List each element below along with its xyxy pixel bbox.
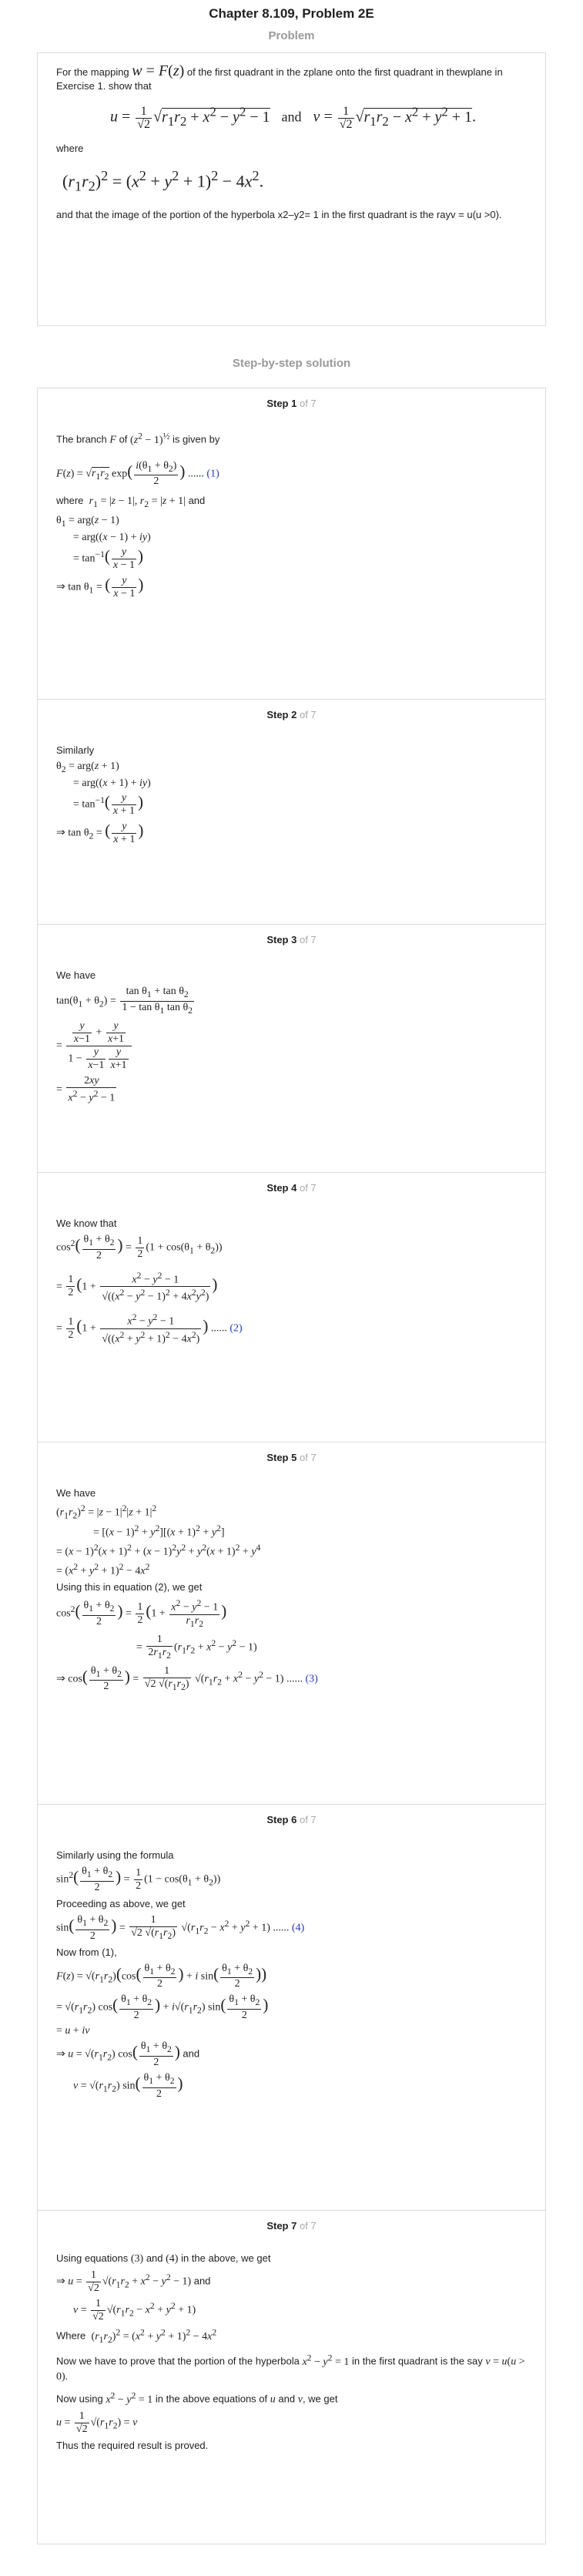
equation: u = $\frac{1}{√2}$ $√(r_1r_2) = v$ bbox=[56, 2410, 138, 2435]
step-title: Step 7 of 7 bbox=[266, 2220, 317, 2232]
equation: = $[(x - 1)^2 + y^2][(x + 1)^2 + y^2]$ bbox=[93, 1523, 225, 1540]
step-2 bbox=[38, 700, 545, 925]
step-title: Step 3 of 7 bbox=[266, 934, 317, 945]
equation: $\theta_2 = arg(z + 1)$ bbox=[56, 761, 119, 774]
equation: = $√(r_1r_2)$ cos( $\frac{\theta_1 + \theta_2}{2}$ ) + $i√(r_1r_2)$ sin( $\frac{\theta_1 + \theta_2}{2}$ ) bbox=[56, 1993, 269, 2022]
step-text: Similarly bbox=[56, 744, 95, 756]
step-text: We have bbox=[56, 969, 96, 981]
equation: = $\frac{1}{2r_1r_2}$ $(r_1r_2 + x^2 - y^2 - 1)$ bbox=[136, 1633, 257, 1661]
equation-ref: (1) bbox=[206, 468, 219, 480]
equation: = u + iv bbox=[56, 2025, 90, 2037]
problem-label: Problem bbox=[268, 29, 315, 42]
equation: ⇒ $u = √(r_1r_2)$ cos( $\frac{\theta_1 + \theta_2}{2}$ ) and bbox=[56, 2040, 200, 2068]
equation: = arg((x + 1) + iy) bbox=[73, 777, 151, 789]
equation: = $(x - 1)^2(x + 1)^2 + (x - 1)^2y^2 + y^2(x + 1)^2 + y^4$ bbox=[56, 1543, 261, 1558]
equation: = $\tan^{-1}$( $\frac{y}{x - 1}$ ) bbox=[73, 546, 144, 572]
equation: $F(z) = √(r_1r_2)(\cos$( $\frac{\theta_1 + \theta_2}{2}$ ) + i sin( $\frac{\theta_1 + \theta_2}{2}$ )) bbox=[56, 1962, 267, 1990]
step-text: Using equations (3) and (4) in the above, we get bbox=[56, 2252, 271, 2265]
step-text: Now we have to prove that the portion of the hyperbola $x^2 - y^2 = 1$ in the first quadrant is the say v = u(u > 0). bbox=[56, 2353, 525, 2383]
step-7 bbox=[38, 2211, 545, 2544]
step-text: Where $(r_1r_2)^2 = (x^2 + y^2 + 1)^2 - 4x^2$ bbox=[56, 2327, 217, 2345]
step-text: We know that bbox=[56, 1217, 117, 1229]
equation: $\cos^2$( $\frac{\theta_1 + \theta_2}{2}$ ) = $\frac{1}{2}$ (1 + $\frac{x^2 - y^2 - 1}{r_1r_2}$ ) bbox=[56, 1598, 227, 1629]
solution-label: Step-by-step solution bbox=[232, 357, 351, 370]
equation: = $\frac{y}{x-1}$ + $\frac{y}{x+1}$ 1 − $\frac{y}{x-1}$ $\frac{y}{x+1}$ bbox=[56, 1020, 527, 1072]
equation: $\theta_1 = arg(z - 1)$ bbox=[56, 515, 119, 529]
step-text: Proceeding as above, we get bbox=[56, 1897, 186, 1909]
equation: ⇒ cos( $\frac{\theta_1 + \theta_2}{2}$ ) = $\frac{1}{√2 √(r_1r_2)}$ $√(r_1r_2 + x^2 - y^2 - 1)$ ...... (3) bbox=[56, 1664, 318, 1693]
step-title: Step 2 of 7 bbox=[266, 709, 317, 720]
step-text: Similarly using the formula bbox=[56, 1849, 174, 1861]
problem-equation-r: $(r_1r_2)^2 = (x^2 + y^2 + 1)^2 - 4x^2$. bbox=[62, 167, 264, 194]
step-6 bbox=[38, 1805, 545, 2211]
equation: = $\frac{1}{2}$ (1 + $\frac{x^2 - y^2 - 1}{√((x^2 + y^2 + 1)^2 - 4x^2)}$ ) ...... (2) bbox=[56, 1312, 243, 1345]
step-text: where $r_1 = |z - 1|$, $r_2 = |z + 1|$ and bbox=[56, 495, 206, 510]
equation: = $\frac{1}{2}$ (1 + $\frac{x^2 - y^2 - 1}{√((x^2 - y^2 - 1)^2 + 4x^2y^2)}$ ) bbox=[56, 1270, 218, 1304]
page-title: Chapter 8.109, Problem 2E bbox=[209, 6, 374, 21]
equation: = $\frac{2xy}{x^2 - y^2 - 1}$ bbox=[56, 1074, 116, 1104]
equation: $\tan(\theta_1 + \theta_2)$ = $\frac{\tan \theta_1 + \tan \theta_2}{1 - \tan \theta_1 \tan \theta_2}$ bbox=[56, 986, 193, 1016]
step-title: Step 1 of 7 bbox=[266, 398, 317, 409]
step-text: Thus the required result is proved. bbox=[56, 2439, 209, 2451]
equation: = $\tan^{-1}$( $\frac{y}{x + 1}$ ) bbox=[73, 791, 144, 817]
step-text: We have bbox=[56, 1487, 96, 1499]
step-text: Now using $x^2 - y^2 = 1$ in the above equations of u and v, we get bbox=[56, 2390, 338, 2406]
problem-end: and that the image of the portion of the hyperbola x2–y2= 1 in the first quadrant is the rayv = u(u >0). bbox=[56, 209, 502, 221]
equation: $\cos^2$( $\frac{\theta_1 + \theta_2}{2}$ ) = $\frac{1}{2}$ $(1 + \cos(\theta_1 + \theta_2))$ bbox=[56, 1234, 223, 1261]
step-title: Step 6 of 7 bbox=[266, 1814, 317, 1825]
equation-ref: (4) bbox=[291, 1922, 305, 1934]
equation: $\sin^2$( $\frac{\theta_1 + \theta_2}{2}$ ) = $\frac{1}{2}$ $(1 - \cos(\theta_1 + \theta_2))$ bbox=[56, 1866, 221, 1893]
equation: v = $\frac{1}{√2}$ $√(r_1r_2 - x^2 + y^2 + 1)$ bbox=[73, 2298, 196, 2322]
problem-box bbox=[37, 52, 546, 326]
step-text: Using this in equation (2), we get bbox=[56, 1581, 203, 1594]
equation: ⇒ $\tan \theta_1$ = ( $\frac{y}{x - 1}$ ) bbox=[56, 575, 144, 600]
solution-box bbox=[37, 388, 546, 2544]
problem-intro: For the mapping w = F(z) of the first quadrant in the zplane onto the first quadrant in thewplane in Exercise 1. show that bbox=[56, 62, 503, 92]
equation: = arg((x − 1) + iy) bbox=[73, 532, 151, 544]
equation: = $(x^2 + y^2 + 1)^2 - 4x^2$ bbox=[56, 1561, 150, 1577]
step-1 bbox=[38, 388, 545, 700]
step-title: Step 5 of 7 bbox=[266, 1452, 317, 1463]
equation: $(r_1r_2)^2 = |z - 1|^2|z + 1|^2$ bbox=[56, 1503, 157, 1521]
equation-ref: (3) bbox=[305, 1673, 318, 1685]
step-title: Step 4 of 7 bbox=[266, 1182, 317, 1194]
equation: $v = √(r_1r_2)$ sin( $\frac{\theta_1 + \theta_2}{2}$ ) bbox=[73, 2071, 183, 2100]
step-3 bbox=[38, 925, 545, 1173]
equation: sin( $\frac{\theta_1 + \theta_2}{2}$ ) = $\frac{1}{√2 √(r_1r_2)}$ $√(r_1r_2 - x^2 + y^2 + 1)$ ...... (4) bbox=[56, 1913, 305, 1942]
problem-equation-uv: u = $\frac{1}{√2}$ $√r_1r_2 + x^2 - y^2 - 1$ and v = $\frac{1}{√2}$ $√r_1r_2 - x^2 + y^2 + 1$. bbox=[109, 104, 477, 131]
step-4 bbox=[38, 1173, 545, 1442]
equation: ⇒ u = $\frac{1}{√2}$ $√(r_1r_2 + x^2 - y^2 - 1)$ and bbox=[56, 2269, 211, 2294]
equation-ref: (2) bbox=[230, 1322, 243, 1335]
equation: $F(z) = √r_1r_2$ exp( $\frac{i(\theta_1 + \theta_2)}{2}$ ) ...... (1) bbox=[56, 459, 219, 488]
problem-where: where bbox=[56, 142, 84, 154]
step-text: Now from (1), bbox=[56, 1946, 117, 1958]
equation: ⇒ $\tan \theta_2$ = ( $\frac{y}{x + 1}$ ) bbox=[56, 820, 144, 845]
step-text: The branch F of $(z^2 - 1)^{\frac{1}{2}}$ is given by bbox=[56, 431, 220, 446]
step-5 bbox=[38, 1442, 545, 1805]
